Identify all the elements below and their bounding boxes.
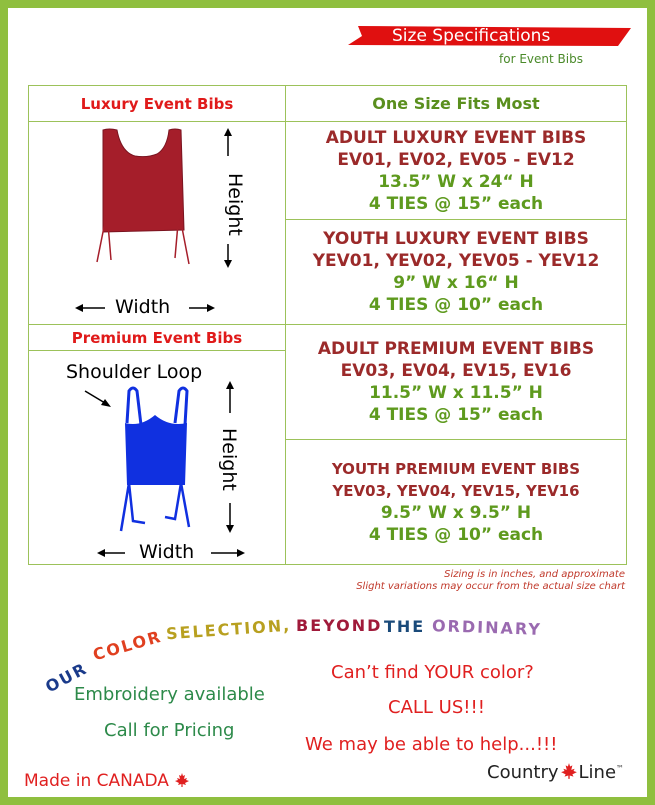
spec-ties: 4 TIES @ 15” each [368,405,544,425]
arc-word-color: COLOR [90,626,165,665]
spec-codes: YEV01, YEV02, YEV05 - YEV12 [312,251,600,271]
spec-codes: EV01, EV02, EV05 - EV12 [337,149,575,170]
logo-word-country: Country [487,762,559,783]
spec-dims: 9” W x 16“ H [393,273,519,293]
premium-bib-diagram [29,351,285,565]
trademark: ™ [616,764,625,773]
spec-ties: 4 TIES @ 10” each [368,295,544,315]
logo-word-line: Line [578,762,617,783]
logo-maple-leaf-icon [559,762,579,780]
arc-word-ordinary: ORDINARY [431,616,543,639]
premium-header-cell [29,325,286,351]
premium-width-label: Width [139,541,195,563]
one-size-header-cell [286,86,627,122]
luxury-bib-shape [103,129,184,232]
spec-title: YOUTH PREMIUM EVENT BIBS [331,460,581,478]
spec-ties: 4 TIES @ 15” each [368,193,544,214]
made-in-text: Made in CANADA [24,771,169,791]
luxury-height-label: Height [224,173,246,236]
spec-codes: YEV03, YEV04, YEV15, YEV16 [332,482,580,500]
luxury-width-label: Width [115,296,171,318]
made-in-canada [24,771,190,791]
shoulder-loop-label: Shoulder Loop [66,361,203,383]
arc-word-beyond: BEYOND [296,616,383,635]
luxury-header: Luxury Event Bibs [80,95,234,113]
spec-ties: 4 TIES @ 10” each [368,525,544,545]
sizing-note-line2: Slight variations may occur from the actual size chart [356,581,625,592]
spec-title: YOUTH LUXURY EVENT BIBS [323,229,589,249]
spec-dims: 11.5” W x 11.5” H [369,383,543,403]
premium-height-label: Height [218,428,240,491]
sizing-note-line1: Sizing is in inches, and approximate [444,569,625,580]
premium-image-cell [29,351,286,565]
call-us-text: CALL US!!! [388,697,485,718]
maple-leaf-icon [174,772,190,788]
luxury-image-cell [29,122,286,325]
sizing-note [356,569,625,593]
title-banner [348,24,631,48]
size-table [28,85,627,565]
premium-bib-shape [125,415,187,485]
premium-header: Premium Event Bibs [71,329,243,347]
pricing-text: Call for Pricing [104,720,235,741]
arc-word-our: OUR [42,658,91,697]
help-text: We may be able to help...!!! [305,734,558,755]
cant-find-text: Can’t find YOUR color? [331,662,534,683]
luxury-bib-diagram [29,122,285,322]
luxury-header-cell [29,86,286,122]
one-size-header: One Size Fits Most [372,94,540,113]
spec-cell-youth-premium [286,440,627,565]
spec-dims: 13.5” W x 24“ H [378,171,534,192]
spec-cell-youth-luxury [286,220,627,325]
embroidery-text: Embroidery available [74,684,265,705]
spec-cell-adult-luxury [286,122,627,220]
page-title: Size Specifications [392,26,551,46]
spec-codes: EV03, EV04, EV15, EV16 [340,361,572,381]
arc-word-the: THE [384,617,426,636]
spec-dims: 9.5” W x 9.5” H [380,503,532,523]
spec-cell-adult-premium [286,325,627,440]
arc-word-selection: SELECTION, [165,615,292,644]
page-subtitle: for Event Bibs [499,52,583,66]
country-line-logo [487,762,624,783]
spec-title: ADULT PREMIUM EVENT BIBS [317,339,595,359]
spec-title: ADULT LUXURY EVENT BIBS [325,127,587,148]
